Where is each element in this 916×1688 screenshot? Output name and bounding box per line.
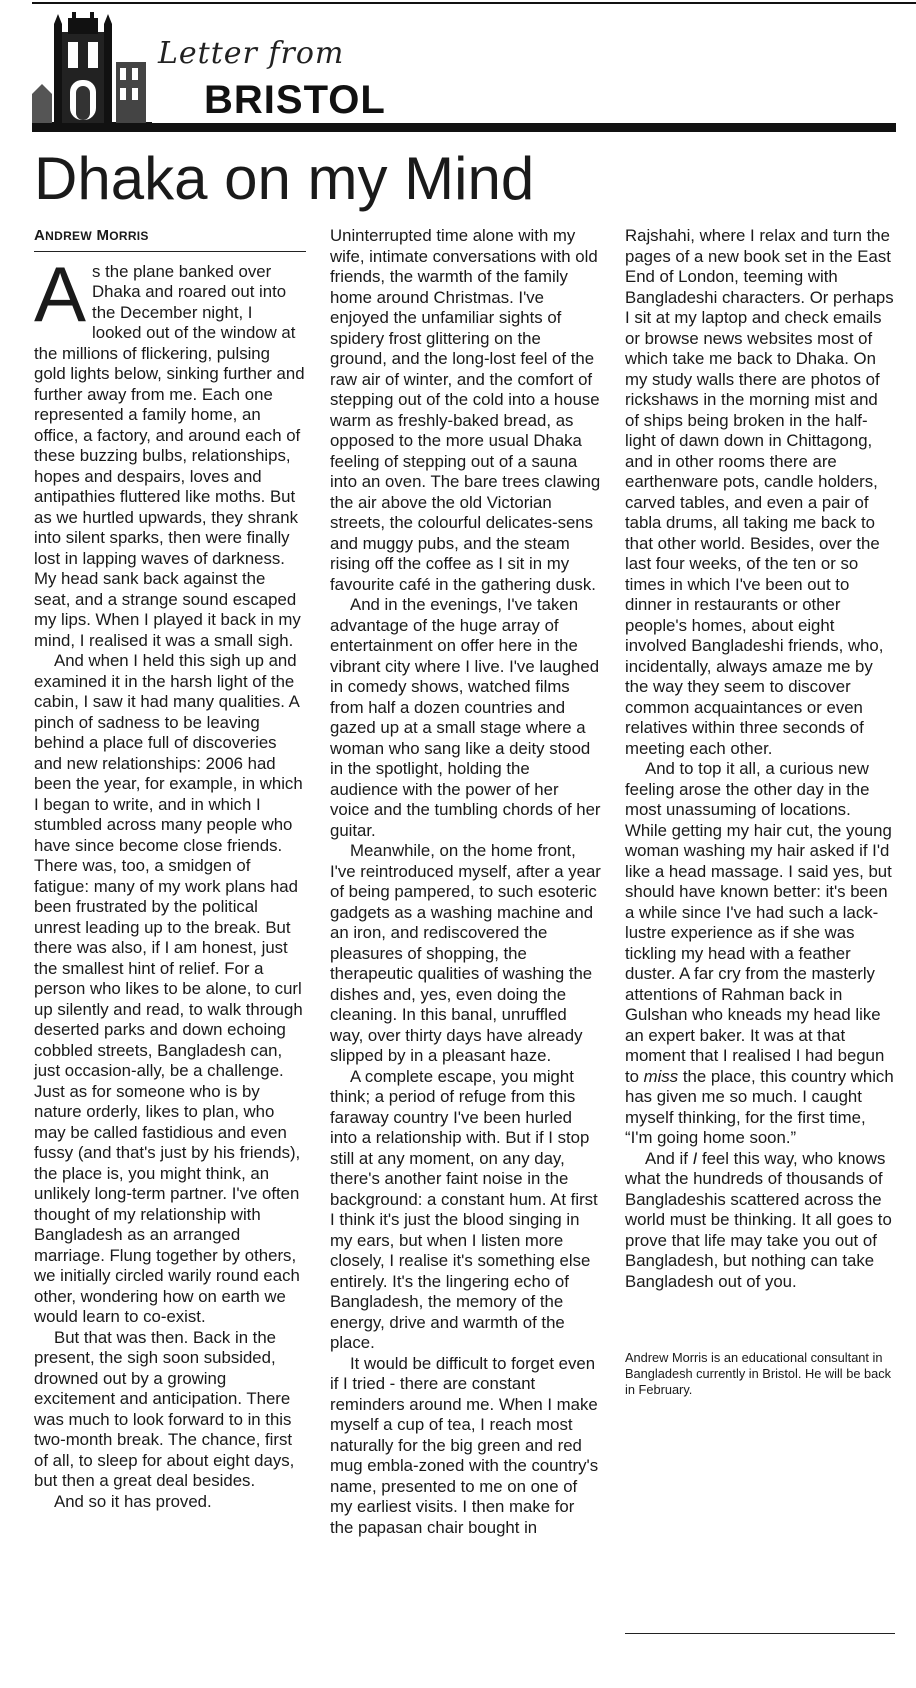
paragraph: Rajshahi, where I relax and turn the pages of a new book set in the East End of London, teeming with Bangladeshi characters. Or perhaps I sit at my laptop and check emails or browse news websites most of which take me back to Dhaka. On my study walls there are photos of rickshaws in the morning mist and of ships being broken in the half-light of dawn down in Chittagong, and in other rooms there are earthenware pots, candle holders, carved tables, and even a pair of tabla drums, all taking me back to that other world. Besides, over the last four weeks, of the ten or so times in which I've been out to dinner in restaurants or other people's homes, about eight involved Bangladeshi friends, who, incidentally, always amaze me by the way they seem to discover common acquaintances or even relatives within three seconds of meeting each other. xyxy=(625,226,894,758)
top-rule xyxy=(32,2,916,4)
paragraph: And in the evenings, I've taken advantage of the huge array of entertainment on offer here in the vibrant city where I live. I've laughed in comedy shows, watched films from half a dozen countries and gazed up at a small stage where a woman who sang like a deity stood in the spotlight, holding the audience with the power of her voice and the tumbling chords of her guitar. xyxy=(330,595,601,840)
letter-from-label: Letter from xyxy=(158,36,345,71)
byline xyxy=(34,226,306,252)
paragraph: Meanwhile, on the home front, I've reintroduced myself, after a year of being pampered, to such esoteric gadgets as a washing machine and an iron, and rediscovered the pleasures of shopping, the therapeutic qualities of washing the dishes and, yes, even doing the cleaning. In this banal, unruffled way, over thirty days have already slipped by in a pleasant haze. xyxy=(330,841,601,1065)
end-rule xyxy=(625,1633,895,1634)
paragraph: And so it has proved. xyxy=(54,1491,212,1511)
paragraph xyxy=(625,1149,895,1293)
paragraph: And when I held this sigh up and examined it in the harsh light of the cabin, I saw it had many qualities. A pinch of sadness to be leaving behind a place full of discoveries and new relationships: 2006 had been the year, for example, in which I began to write, and in which I stumbled across many people who have since become close friends. There was, too, a smidgen of fatigue: many of my work plans had been frustrated by the political unrest leading up to the break. But there was also, if I am honest, just the smallest hint of relief. For a person who likes to be alone, to curl up silently and read, to walk through deserted parks and down echoing cobbled streets, Bangladesh can, just occasion-ally, be a challenge. Just as for someone who is by nature orderly, likes to plan, who may be called fastidious and even fussy (and that's just by his friends), the place is, you might think, an unlikely long-term partner. I've often thought of my relationship with Bangladesh as an arranged marriage. Flung together by others, we initially circled warily round each other, wondering how on earth we would learn to co-exist. xyxy=(34,651,303,1326)
city-title: BRISTOL xyxy=(204,78,386,122)
author-bio: Andrew Morris is an educational consultant in Bangladesh currently in Bristol. He will be back in February. xyxy=(625,1350,892,1397)
paragraph-text: s the plane banked over Dhaka and roared out into the December night, I looked out of the window at the millions of flickering, pulsing gold lights below, sinking further and further away from me. Each one represented a family home, an office, a factory, and around each of these buzzing bulbs, relationships, hopes and despairs, loves and antipathies fluttered like moths. But as we hurtled upwards, they shrank into silent sparks, then were finally lost in lapping waves of darkness. My head sank back against the seat, and a strange sound escaped my lips. When I played it back in my mind, I realised it was a small sigh. xyxy=(34,261,305,650)
emphasis: I xyxy=(692,1148,698,1168)
byline-initial: M xyxy=(96,227,110,244)
column-2 xyxy=(330,226,602,1538)
paragraph xyxy=(625,759,895,1149)
paragraph: But that was then. Back in the present, the sigh soon subsided, drowned out by a growing excitement and anticipation. There was much to look forward to in this two-month break. The chance, first of all, to sleep for about eight days, but then a great deal besides. xyxy=(34,1327,295,1490)
headline: Dhaka on my Mind xyxy=(34,145,535,212)
paragraph-text: And to top it all, a curious new feeling arose the other day in the most unassuming of locations. While getting my hair cut, the young woman washing my hair asked if I'd like a head massage. I said yes, but should have known better: it's been a while since I've had such a lack-lustre experience as if she was tickling my head with a feather duster. A far cry from the masterly attentions of Rahman back in Gulshan who kneads my head like an expert baker. It was at that moment that I realised I had begun to xyxy=(625,759,892,1086)
column-3 xyxy=(625,226,895,1398)
paragraph: Uninterrupted time alone with my wife, intimate conversations with old friends, the warmth of the family home around Christmas. I've enjoyed the unfamiliar sights of spidery frost glittering on the ground, and the long-lost feel of the raw air of winter, and the comfort of stepping out of the cold into a house warm as freshly-baked bread, as opposed to the more usual Dhaka feeling of stepping out of a sauna into an oven. The bare trees clawing the air above the old Victorian streets, the colourful delicates-sens and muggy pubs, and the steam rising off the coffee as I sit in my favourite café in the gathering dusk. xyxy=(330,226,601,594)
paragraph xyxy=(34,249,306,652)
column-1 xyxy=(34,226,306,1512)
byline-rest: NDREW xyxy=(45,229,92,243)
paragraph-text: the place, this country which has given me so much. I caught myself thinking, for the first time, “I'm going home soon.” xyxy=(625,1066,894,1147)
paragraph-text: feel this way, who knows what the hundreds of thousands of Bangladeshis scattered across the world must be thinking. It all goes to prove that life may take you out of Bangladesh, but nothing can take Bangladesh out of you. xyxy=(625,1148,892,1291)
column-header xyxy=(32,10,892,132)
paragraph: It would be difficult to forget even if I tried - there are constant reminders around me. When I make myself a cup of tea, I reach most naturally for the big green and red mug embla-zoned with the country's name, presented to me on one of my earliest visits. I then make for the papasan chair bought in xyxy=(330,1353,599,1537)
drop-cap: A xyxy=(34,249,87,338)
header-rule xyxy=(32,123,896,132)
paragraph: A complete escape, you might think; a period of refuge from this faraway country I've been hurled into a relationship with. But if I stop still at any moment, on any day, there's another faint noise in the background: a constant hum. At first I think it's just the blood singing in my ears, but when I listen more closely, I realise it's something else entirely. It's the lingering echo of Bangladesh, the memory of the energy, drive and warmth of the place. xyxy=(330,1066,598,1352)
byline-initial: A xyxy=(34,227,46,244)
byline-rest: ORRIS xyxy=(109,229,149,243)
paragraph-text: And if xyxy=(645,1148,688,1168)
bristol-tower-icon xyxy=(32,10,152,132)
emphasis: miss xyxy=(643,1066,679,1086)
